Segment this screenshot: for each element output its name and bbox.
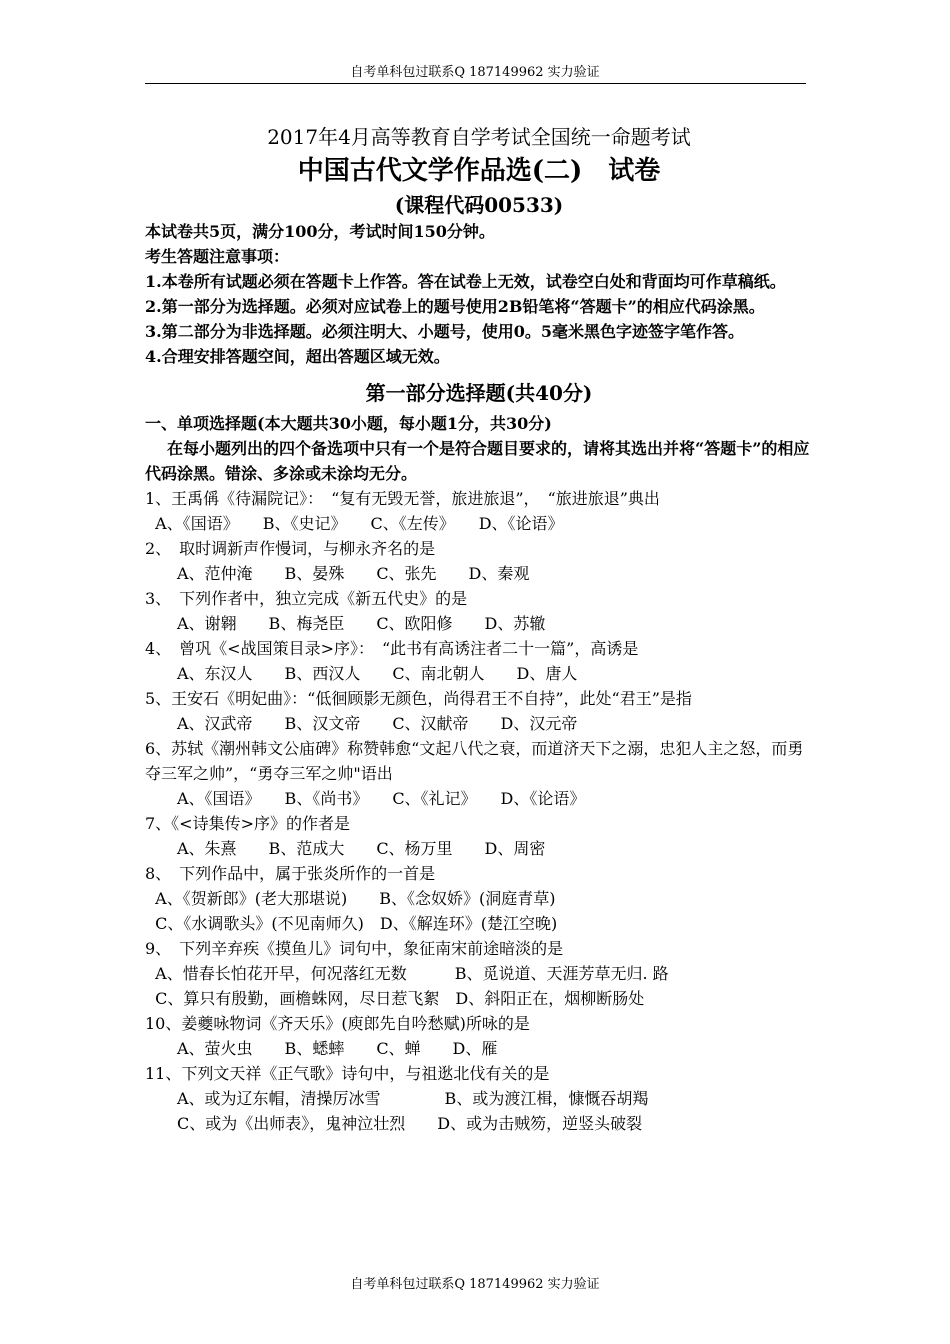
question-options: A、《贺新郎》(老大那堪说) B、《念奴娇》(洞庭青草) (145, 889, 556, 908)
notice-title: 考生答题注意事项： (145, 247, 290, 266)
question-options: A、汉武帝 B、汉文帝 C、汉献帝 D、汉元帝 (145, 714, 578, 733)
paper-title: 中国古代文学作品选(二) 试卷 (297, 156, 661, 186)
question-options: C、或为《出师表》，鬼神泣壮烈 D、或为击贼笏，逆竖头破裂 (145, 1114, 643, 1133)
question-options: A、惜春长怕花开早，何况落红无数 B、觅说道、天涯芳草无归. 路 (145, 964, 669, 983)
section1-instructions: 在每小题列出的四个备选项中只有一个是符合题目要求的，请将其选出并将“答题卡”的相应代码涂黑。错涂、多涂或未涂均无分。 (145, 439, 810, 483)
question-text: 1、王禹偁《待漏院记》： “复有无毁无誉，旅进旅退”， “旅进旅退”典出 (145, 489, 660, 508)
question-options: A、谢翱 B、梅尧臣 C、欧阳修 D、苏辙 (145, 614, 546, 633)
question-text: 8、 下列作品中，属于张炎所作的一首是 (145, 864, 436, 883)
question-text: 11、下列文天祥《正气歌》诗句中，与祖逖北伐有关的是 (145, 1064, 550, 1083)
exam-content (145, 123, 813, 1136)
question-options: C、算只有殷勤，画檐蛛网，尽日惹飞絮 D、斜阳正在，烟柳断肠处 (145, 989, 645, 1008)
notice-item: 1.本卷所有试题必须在答题卡上作答。答在试卷上无效，试卷空白处和背面均可作草稿纸。 (145, 272, 786, 291)
question-text: 6、苏轼《潮州韩文公庙碑》称赞韩愈“文起八代之衰，而道济天下之溺，忠犯人主之怒，而勇夺三军之帅”，“勇夺三军之帅"语出 (145, 739, 804, 783)
section1-title: 一、单项选择题(本大题共30小题，每小题1分，共30分) (145, 414, 552, 433)
question-text: 3、 下列作者中，独立完成《新五代史》的是 (145, 589, 468, 608)
question-options: A、东汉人 B、西汉人 C、南北朝人 D、唐人 (145, 664, 578, 683)
question-options: A、萤火虫 B、蟋蟀 C、蝉 D、雁 (145, 1039, 498, 1058)
course-code: (课程代码00533) (394, 193, 564, 217)
page-footer: 自考单科包过联系Q 187149962 实力验证 (350, 1277, 600, 1292)
question-text: 9、 下列辛弃疾《摸鱼儿》词句中，象征南宋前途暗淡的是 (145, 939, 564, 958)
question-options: C、《水调歌头》(不见南师久) D、《解连环》(楚江空晚) (145, 914, 558, 933)
notice-item: 2.第一部分为选择题。必须对应试卷上的题号使用2B铅笔将“答题卡”的相应代码涂黑。 (145, 297, 765, 316)
page-header: 自考单科包过联系Q 187149962 实力验证 (350, 65, 600, 80)
question-text: 4、 曾巩《<战国策目录>序》： “此书有高诱注者二十一篇”，高诱是 (145, 639, 639, 658)
part1-title: 第一部分选择题(共40分) (365, 381, 593, 405)
question-text: 10、姜夔咏物词《齐天乐》(庾郎先自吟愁赋)所咏的是 (145, 1014, 530, 1033)
question-list (145, 486, 813, 1136)
question-options: A、《国语》 B、《尚书》 C、《礼记》 D、《论语》 (145, 789, 586, 808)
exam-line: 2017年4月高等教育自学考试全国统一命题考试 (267, 125, 691, 149)
notice-item: 3.第二部分为非选择题。必须注明大、小题号，使用0。5毫米黑色字迹签字笔作答。 (145, 322, 744, 341)
question-options: A、或为辽东帽，清操厉冰雪 B、或为渡江楫，慷慨吞胡羯 (145, 1089, 649, 1108)
question-options: A、朱熹 B、范成大 C、杨万里 D、周密 (145, 839, 546, 858)
notice-item: 4.合理安排答题空间，超出答题区域无效。 (145, 347, 450, 366)
header-rule (145, 83, 806, 84)
intro-line: 本试卷共5页，满分100分，考试时间150分钟。 (145, 222, 495, 241)
question-text: 7、《<诗集传>序》的作者是 (145, 814, 350, 833)
question-text: 5、王安石《明妃曲》：“低徊顾影无颜色，尚得君王不自持”，此处“君王”是指 (145, 689, 692, 708)
question-options: A、范仲淹 B、晏殊 C、张先 D、秦观 (145, 564, 530, 583)
question-text: 2、 取时调新声作慢词，与柳永齐名的是 (145, 539, 436, 558)
question-options: A、《国语》 B、《史记》 C、《左传》 D、《论语》 (145, 514, 564, 533)
